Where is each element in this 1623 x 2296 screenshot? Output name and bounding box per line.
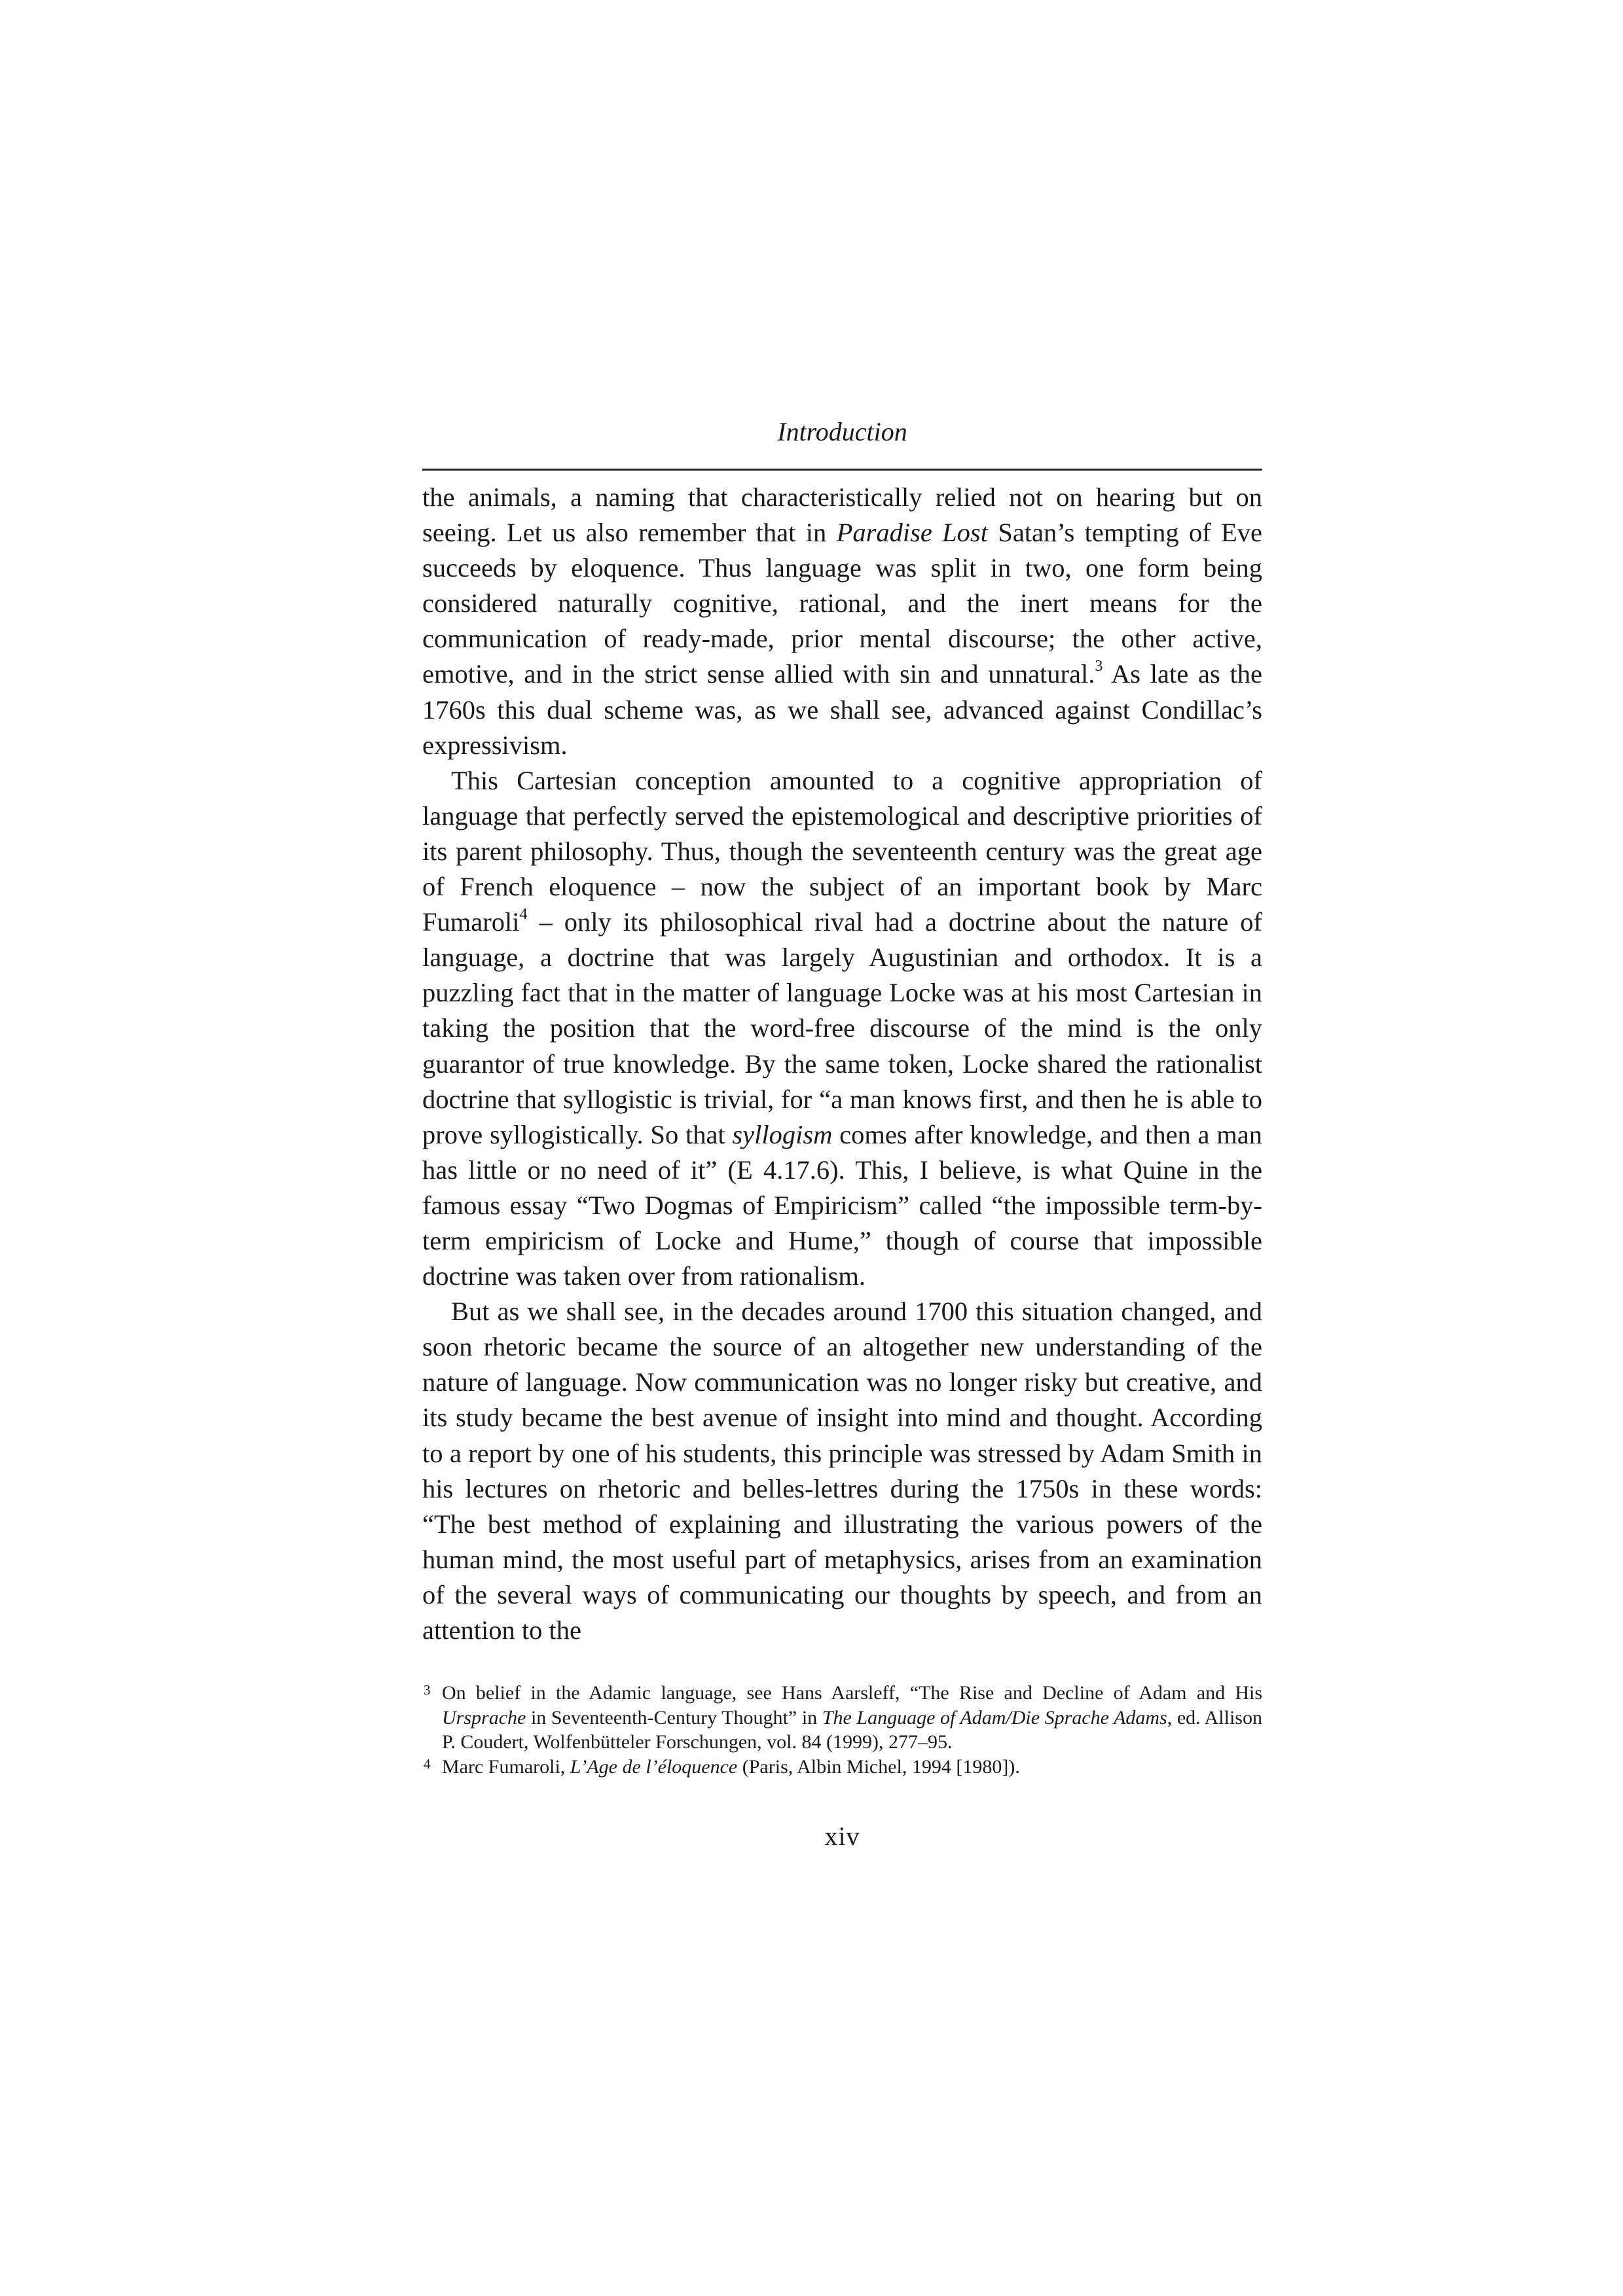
footnote-text (442, 1756, 1020, 1778)
footnote-mark: 4 (424, 1755, 431, 1772)
text-run: , ed. Allison P. Coudert, Wolfenbütteler Forschungen, vol. 84 (1999), 277–95. (442, 1706, 1262, 1753)
italic-text: L’Age de l’éloquence (570, 1755, 738, 1778)
page-number: xiv (824, 1821, 860, 1852)
italic-text: Ursprache (442, 1706, 526, 1729)
text-run: – only its philosophical rival had a doctrine about the nature of language, a doctrine that was largely Augustinian and orthodox. It is a puzzling fact that in the matter of language Locke was at his most Cartesian in taking the position that the word-free discourse of the mind is the only guarantor of true knowledge. By the same token, Locke shared the rationalist doctrine that syllogistic is trivial, for “a man knows first, and then he is able to prove syllogistically. So that (422, 907, 1262, 1149)
footnote-ref: 3 (1095, 658, 1103, 675)
book-page (422, 419, 1262, 1852)
footnote (422, 1681, 1262, 1755)
text-run: But as we shall see, in the decades around 1700 this situation changed, and soon rhetoric became the source of an altogether new understanding of the nature of language. Now communication was no longer risky but creative, and its study became the best avenue of insight into mind and thought. According to a report by one of his students, this principle was stressed by Adam Smith in his lectures on rhetoric and belles-lettres during the 1750s in these words: “The best method of explaining and illustrating the various powers of the human mind, the most useful part of metaphysics, arises from an examination of the several ways of communicating our thoughts by speech, and from an attention to the (422, 1297, 1262, 1645)
text-run: the animals, a naming that characteristically relied not on hearing but on seeing. Let us also remember that in (422, 482, 1262, 548)
text-run: This Cartesian conception amounted to a cognitive appropriation of language that perfectly served the epistemological and descriptive priorities of its parent philosophy. Thus, though the seventeenth century was the great age of French eloquence – now the subject of an important book by Marc Fumaroli (422, 765, 1262, 937)
text-run: Marc Fumaroli, (442, 1755, 570, 1778)
footnote (422, 1755, 1262, 1780)
running-head: Introduction (777, 417, 907, 446)
body-text (422, 480, 1262, 1648)
paragraph (422, 480, 1262, 763)
footnote-text (442, 1682, 1262, 1753)
italic-text: Paradise Lost (836, 518, 988, 548)
footnotes (422, 1681, 1262, 1779)
text-run: On belief in the Adamic language, see Hans Aarsleff, “The Rise and Decline of Adam and His (442, 1682, 1262, 1704)
paragraph (422, 763, 1262, 1294)
text-run: in Seventeenth-Century Thought” in (526, 1706, 822, 1729)
text-run: Satan’s tempting of Eve succeeds by eloquence. Thus language was split in two, one form being considered naturally cognitive, rational, and the inert means for the communication of ready-made, prior mental discourse; the other active, emotive, and in the strict sense allied with sin and unnatural. (422, 518, 1262, 689)
text-run: comes after knowledge, and then a man has little or no need of it” (E 4.17.6). This, I believe, is what Quine in the famous essay “Two Dogmas of Empiricism” called “the impossible term-by-term empiricism of Locke and Hume,” though of course that impossible doctrine was taken over from rationalism. (422, 1119, 1262, 1291)
text-run: As late as the 1760s this dual scheme was, as we shall see, advanced against Condillac’s expressivism. (422, 659, 1262, 760)
footnote-ref: 4 (519, 906, 528, 924)
header-rule (422, 469, 1262, 471)
italic-text: The Language of Adam/Die Sprache Adams (822, 1706, 1167, 1729)
footnote-mark: 3 (424, 1682, 431, 1698)
paragraph (422, 1294, 1262, 1648)
italic-text: syllogism (732, 1119, 833, 1149)
text-run: (Paris, Albin Michel, 1994 [1980]). (737, 1755, 1020, 1778)
